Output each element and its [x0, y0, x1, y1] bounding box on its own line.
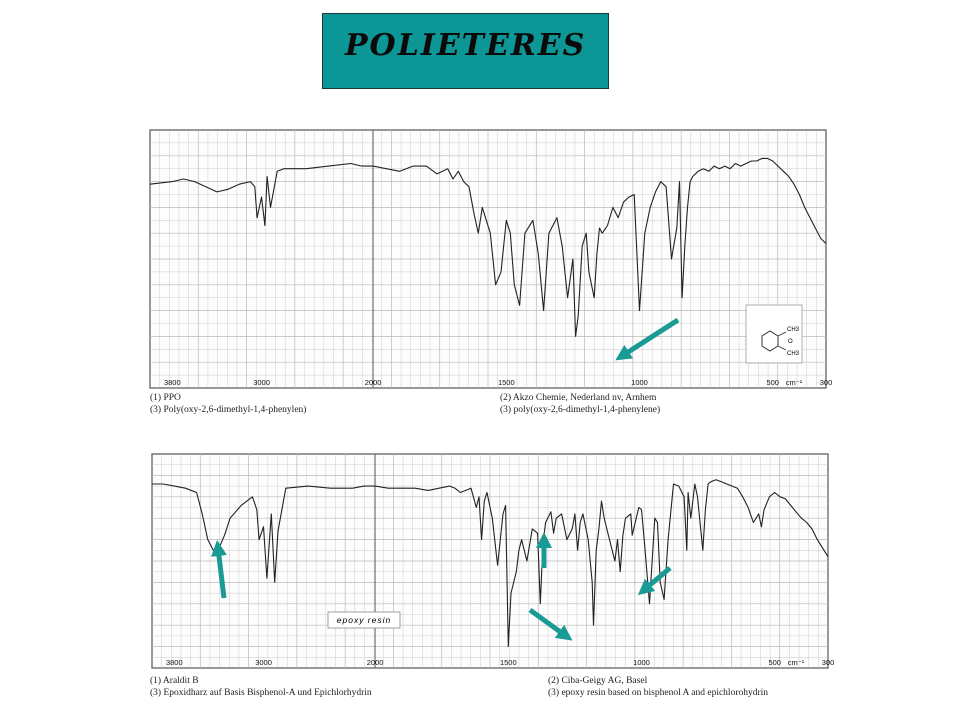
- caption-left-line: (3) Poly(oxy-2,6-dimethyl-1,4-phenylen): [150, 405, 307, 415]
- arrow-icon: [622, 320, 678, 356]
- tick-label: 300: [819, 378, 833, 387]
- tick-label: 1000: [633, 658, 650, 667]
- tick-label: 2000: [364, 378, 382, 387]
- inset-substituent-bottom: CH3: [787, 351, 800, 357]
- caption-left-line: (3) Epoxidharz auf Basis Bisphenol-A und Epichlorhydrin: [150, 688, 372, 698]
- caption-right-line: (2) Ciba-Geigy AG, Basel: [548, 676, 648, 686]
- arrow-icon: [644, 568, 670, 590]
- inset-linker: O: [788, 339, 793, 345]
- caption-right-line: (3) poly(oxy-2,6-dimethyl-1,4-phenylene): [500, 405, 661, 415]
- tick-label: 1500: [499, 658, 517, 667]
- arrow-icon: [530, 610, 566, 636]
- caption-left-line: (1) Araldit B: [150, 676, 199, 686]
- tick-label: 500: [768, 658, 781, 667]
- caption-right-line: (2) Akzo Chemie, Nederland nv, Arnhem: [500, 393, 657, 403]
- tick-label: 3000: [253, 378, 270, 387]
- tick-label: 3800: [163, 378, 181, 387]
- tick-label: 3000: [255, 658, 272, 667]
- epoxy-resin-label: epoxy resin: [336, 615, 392, 625]
- caption-right-line: (3) epoxy resin based on bisphenol A and epichlorohydrin: [548, 688, 769, 698]
- tick-label: 300: [821, 658, 835, 667]
- tick-label: cm⁻¹: [787, 658, 805, 667]
- tick-label: 500: [766, 378, 779, 387]
- tick-label: 1000: [631, 378, 648, 387]
- arrow-icon: [218, 548, 224, 598]
- tick-label: cm⁻¹: [785, 378, 803, 387]
- tick-label: 1500: [497, 378, 515, 387]
- inset-substituent-top: CH3: [787, 327, 800, 333]
- tick-label: 2000: [366, 658, 384, 667]
- tick-label: 3800: [165, 658, 183, 667]
- caption-left-line: (1) PPO: [150, 393, 181, 403]
- page-title: POLIETERES: [345, 28, 587, 63]
